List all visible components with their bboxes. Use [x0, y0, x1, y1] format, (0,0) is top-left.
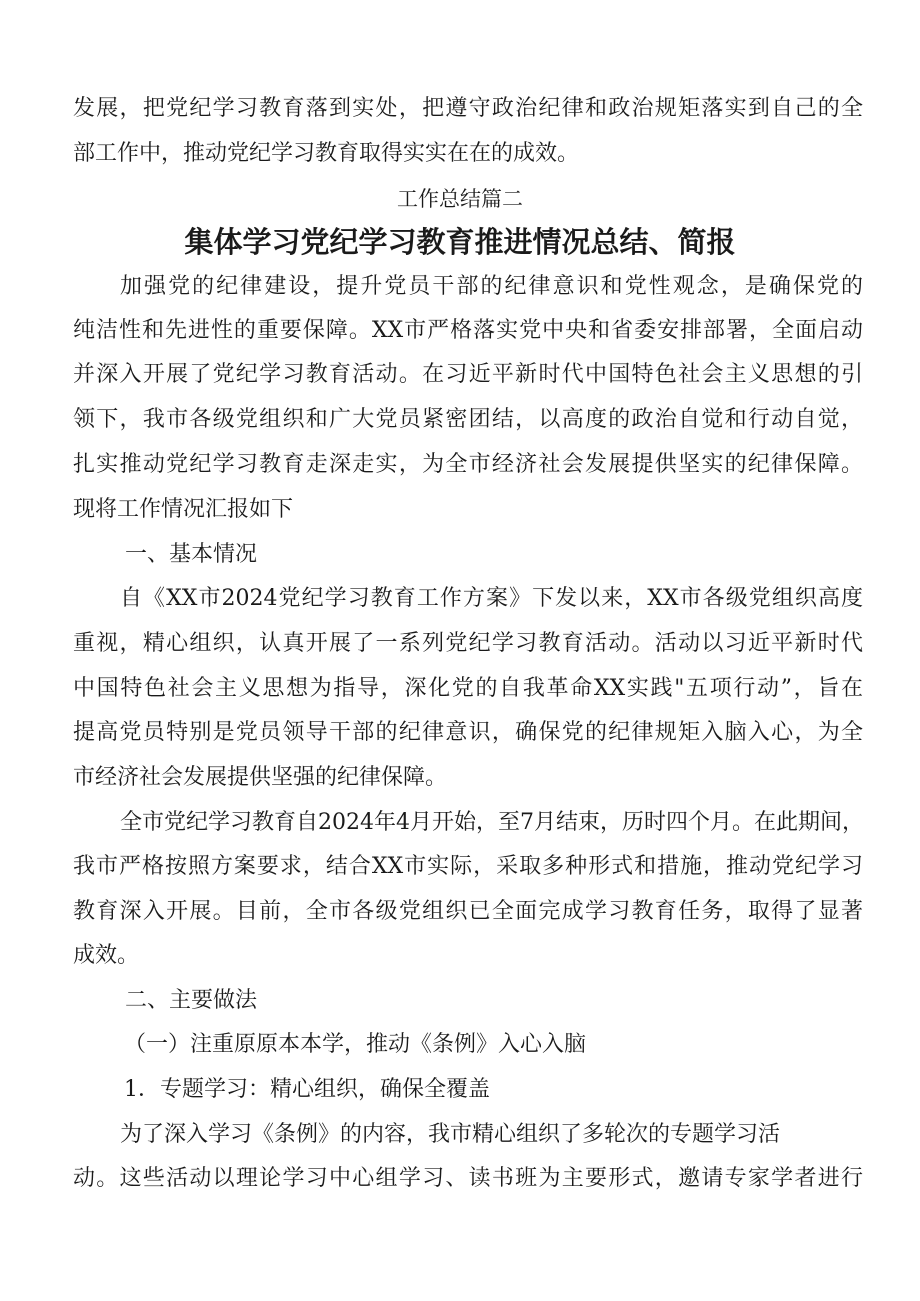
paragraph-line: 自《XX市2024党纪学习教育工作方案》下发以来，XX市各级党组织高度 — [120, 586, 863, 611]
document-title: 集体学习党纪学习教育推进情况总结、简报 — [184, 225, 736, 259]
subsection-heading: 1．专题学习：精心组织，确保全覆盖 — [124, 1077, 490, 1102]
paragraph-line: 为了深入学习《条例》的内容，我市精心组织了多轮次的专题学习活 — [120, 1122, 781, 1147]
paragraph-line: 提高党员特别是党员领导干部的纪律意识，确保党的纪律规矩入脑入心，为全 — [73, 720, 863, 745]
paragraph-line: 重视，精心组织，认真开展了一系列党纪学习教育活动。活动以习近平新时代 — [73, 631, 863, 656]
paragraph-line: 现将工作情况汇报如下 — [73, 497, 294, 522]
paragraph-line: 发展，把党纪学习教育落到实处，把遵守政治纪律和政治规矩落实到自己的全 — [73, 96, 863, 121]
paragraph-line: 我市严格按照方案要求，结合XX市实际，采取多种形式和措施，推动党纪学习 — [73, 854, 863, 879]
paragraph-line: 成效。 — [73, 943, 140, 968]
paragraph-line: 中国特色社会主义思想为指导，深化党的自我革命XX实践"五项行动”，旨在 — [73, 676, 863, 701]
section-label: 工作总结篇二 — [397, 187, 523, 211]
paragraph-line: 加强党的纪律建设，提升党员干部的纪律意识和党性观念，是确保党的 — [120, 274, 863, 299]
section-heading: 二、主要做法 — [125, 988, 258, 1013]
paragraph-line: 动。这些活动以理论学习中心组学习、读书班为主要形式，邀请专家学者进行 — [73, 1166, 863, 1191]
paragraph-line: 纯洁性和先进性的重要保障。XX市严格落实党中央和省委安排部署，全面启动 — [73, 318, 863, 343]
section-heading: 一、基本情况 — [125, 542, 258, 567]
paragraph-line: 并深入开展了党纪学习教育活动。在习近平新时代中国特色社会主义思想的引 — [73, 362, 863, 387]
paragraph-line: 教育深入开展。目前，全市各级党组织已全面完成学习教育任务，取得了显著 — [73, 899, 863, 924]
paragraph-line: 扎实推动党纪学习教育走深走实，为全市经济社会发展提供坚实的纪律保障。 — [73, 452, 863, 477]
paragraph-line: 部工作中，推动党纪学习教育取得实实在在的成效。 — [73, 141, 580, 166]
subsection-heading: （一）注重原原本本学，推动《条例》入心入脑 — [124, 1032, 587, 1057]
paragraph-line: 全市党纪学习教育自2024年4月开始，至7月结束，历时四个月。在此期间， — [120, 810, 864, 835]
paragraph-line: 市经济社会发展提供坚强的纪律保障。 — [73, 765, 448, 790]
paragraph-line: 领下，我市各级党组织和广大党员紧密团结，以高度的政治自觉和行动自觉， — [73, 407, 863, 432]
